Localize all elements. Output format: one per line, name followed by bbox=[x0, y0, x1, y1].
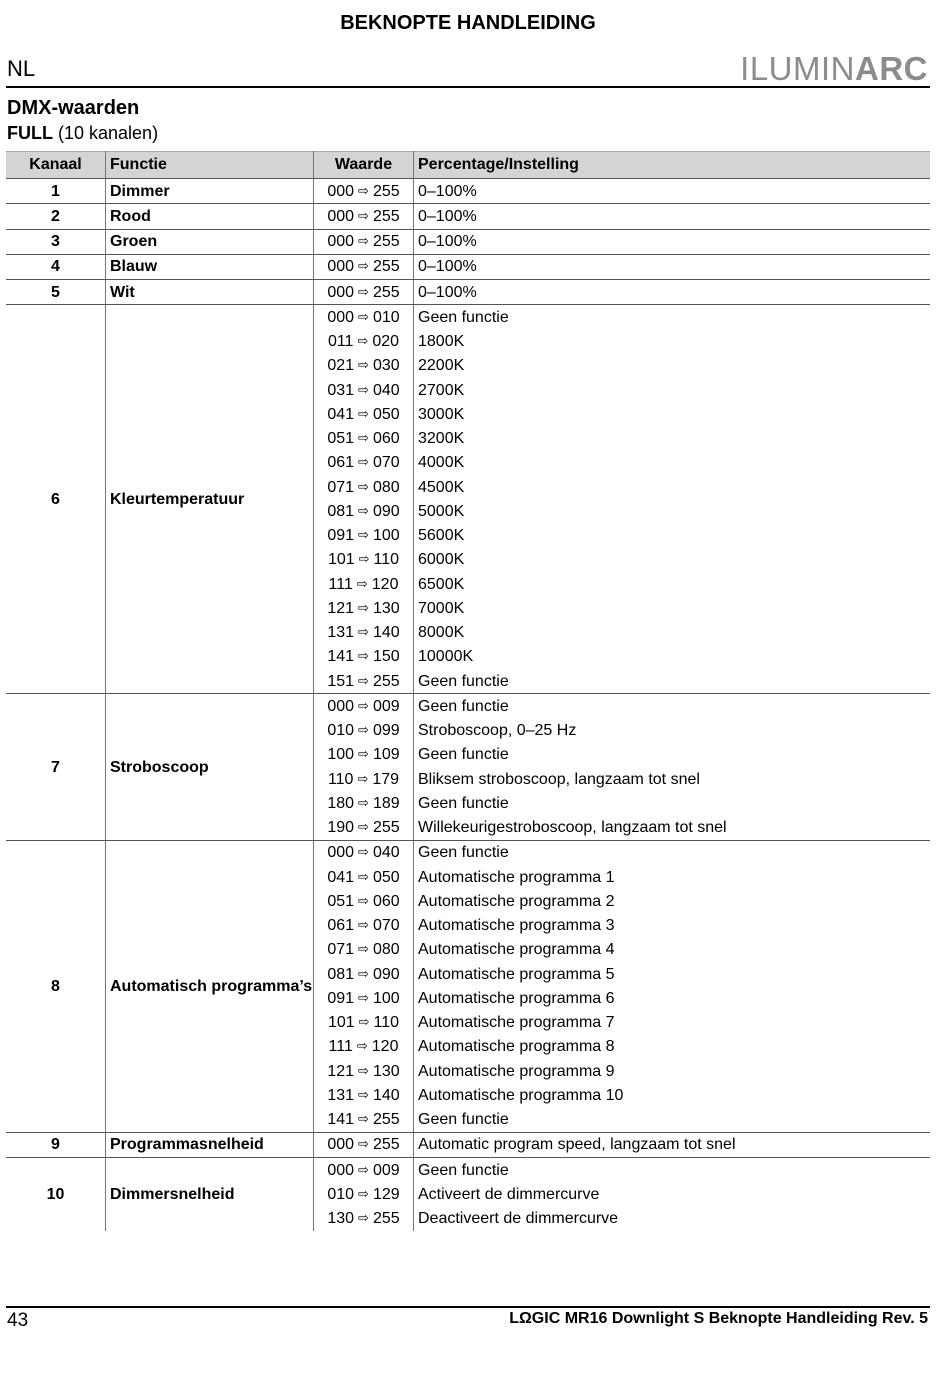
double-arrow-icon: ⇨ bbox=[356, 575, 368, 591]
channel-cell: 9 bbox=[6, 1132, 106, 1157]
double-arrow-icon: ⇨ bbox=[358, 722, 369, 738]
setting-cell: Activeert de dimmercurve bbox=[418, 1185, 600, 1203]
value-range-cell bbox=[314, 402, 414, 426]
double-arrow-icon: ⇨ bbox=[358, 1086, 369, 1102]
value-range-cell bbox=[314, 669, 414, 694]
double-arrow-icon: ⇨ bbox=[358, 1014, 370, 1030]
double-arrow-icon: ⇨ bbox=[358, 624, 369, 640]
value-to: 010 bbox=[372, 308, 400, 326]
value-from: 131 bbox=[327, 624, 355, 642]
setting-cell: 8000K bbox=[418, 624, 465, 642]
setting-cell: 0–100% bbox=[414, 179, 931, 204]
value-to: 009 bbox=[372, 697, 400, 715]
setting-cell: Willekeurigestroboscoop, langzaam tot snel bbox=[414, 816, 931, 841]
value-to: 255 bbox=[372, 1210, 400, 1228]
value-range-cell bbox=[314, 914, 414, 938]
value-from: 011 bbox=[327, 333, 354, 351]
value-range-cell bbox=[314, 354, 414, 378]
value-to: 070 bbox=[372, 454, 400, 472]
value-from: 041 bbox=[327, 868, 355, 886]
value-range-cell bbox=[314, 694, 414, 719]
channel-cell: 10 bbox=[6, 1158, 106, 1231]
value-to: 120 bbox=[371, 575, 399, 593]
double-arrow-icon: ⇨ bbox=[358, 1161, 369, 1177]
value-range-cell bbox=[314, 1207, 414, 1231]
double-arrow-icon: ⇨ bbox=[358, 989, 369, 1005]
value-from: 071 bbox=[327, 941, 355, 959]
setting-cell: Deactiveert de dimmercurve bbox=[418, 1210, 619, 1228]
value-to: 130 bbox=[372, 1062, 400, 1080]
setting-cell: Geen functie bbox=[414, 1108, 931, 1133]
value-range-cell bbox=[314, 621, 414, 645]
value-from: 000 bbox=[327, 283, 355, 301]
value-from: 000 bbox=[327, 844, 355, 862]
channel-cell: 2 bbox=[6, 204, 106, 229]
value-range-cell bbox=[314, 204, 414, 229]
value-from: 051 bbox=[327, 892, 355, 910]
double-arrow-icon: ⇨ bbox=[358, 381, 369, 397]
section-subtitle bbox=[7, 123, 158, 144]
table-row bbox=[6, 1158, 930, 1183]
function-cell: Programmasnelheid bbox=[106, 1132, 314, 1157]
document-title: LΩGIC MR16 Downlight S Beknopte Handleiding Rev. 5 bbox=[509, 1310, 928, 1327]
value-from: 121 bbox=[327, 599, 355, 617]
value-to: 140 bbox=[372, 624, 400, 642]
value-from: 061 bbox=[327, 454, 355, 472]
setting-cell: 1800K bbox=[418, 333, 465, 351]
value-to: 050 bbox=[372, 868, 400, 886]
value-to: 120 bbox=[371, 1038, 399, 1056]
function-cell: Groen bbox=[106, 229, 314, 254]
value-from: 151 bbox=[327, 672, 355, 690]
value-range-cell bbox=[314, 330, 414, 354]
value-to: 179 bbox=[372, 770, 400, 788]
value-from: 021 bbox=[327, 357, 355, 375]
setting-cell: 0–100% bbox=[414, 280, 931, 305]
value-to: 140 bbox=[372, 1086, 400, 1104]
double-arrow-icon: ⇨ bbox=[358, 941, 369, 957]
setting-cell: Automatische programma 3 bbox=[418, 917, 615, 935]
double-arrow-icon: ⇨ bbox=[358, 648, 369, 664]
channel-cell: 7 bbox=[6, 694, 106, 841]
value-from: 190 bbox=[327, 819, 355, 837]
double-arrow-icon: ⇨ bbox=[357, 333, 369, 349]
value-to: 100 bbox=[372, 527, 400, 545]
setting-cell: Geen functie bbox=[418, 794, 509, 812]
value-range-cell bbox=[314, 986, 414, 1010]
channel-cell: 4 bbox=[6, 254, 106, 279]
function-cell: Kleurtemperatuur bbox=[106, 305, 314, 694]
header-value: Waarde bbox=[314, 152, 414, 179]
setting-cell: 10000K bbox=[418, 648, 474, 666]
value-to: 255 bbox=[372, 258, 400, 276]
value-range-cell bbox=[314, 305, 414, 330]
brand-logo bbox=[740, 50, 928, 88]
setting-cell: 0–100% bbox=[414, 254, 931, 279]
value-range-cell bbox=[314, 548, 414, 572]
value-from: 000 bbox=[327, 182, 355, 200]
double-arrow-icon: ⇨ bbox=[358, 1062, 369, 1078]
value-range-cell bbox=[314, 645, 414, 669]
double-arrow-icon: ⇨ bbox=[358, 405, 369, 421]
value-range-cell bbox=[314, 840, 414, 865]
channel-cell: 6 bbox=[6, 305, 106, 694]
double-arrow-icon: ⇨ bbox=[358, 502, 369, 518]
header-setting: Percentage/Instelling bbox=[414, 152, 931, 179]
setting-cell: 3200K bbox=[418, 430, 465, 448]
double-arrow-icon: ⇨ bbox=[358, 1210, 369, 1226]
value-from: 130 bbox=[327, 1210, 355, 1228]
value-range-cell bbox=[314, 962, 414, 986]
value-from: 000 bbox=[327, 233, 355, 251]
double-arrow-icon: ⇨ bbox=[358, 430, 369, 446]
value-from: 141 bbox=[327, 1111, 355, 1129]
double-arrow-icon: ⇨ bbox=[358, 917, 369, 933]
setting-cell: Automatic program speed, langzaam tot snel bbox=[414, 1132, 931, 1157]
setting-cell: Automatische programma 6 bbox=[418, 989, 615, 1007]
setting-cell: Geen functie bbox=[418, 308, 509, 326]
value-range-cell bbox=[314, 719, 414, 743]
value-range-cell bbox=[314, 229, 414, 254]
value-to: 255 bbox=[372, 182, 400, 200]
value-range-cell bbox=[314, 596, 414, 620]
function-cell: Stroboscoop bbox=[106, 694, 314, 841]
setting-cell: Automatische programma 1 bbox=[418, 868, 615, 886]
header-divider bbox=[6, 86, 930, 88]
value-range-cell bbox=[314, 572, 414, 596]
value-to: 080 bbox=[372, 478, 400, 496]
value-from: 081 bbox=[327, 502, 355, 520]
double-arrow-icon: ⇨ bbox=[358, 478, 369, 494]
double-arrow-icon: ⇨ bbox=[358, 868, 369, 884]
value-to: 100 bbox=[372, 989, 400, 1007]
value-to: 109 bbox=[372, 746, 400, 764]
setting-cell: Geen functie bbox=[418, 697, 509, 715]
setting-cell: 5600K bbox=[418, 527, 465, 545]
table-row bbox=[6, 204, 930, 229]
value-to: 255 bbox=[372, 1111, 400, 1129]
value-range-cell bbox=[314, 865, 414, 889]
setting-cell: 5000K bbox=[418, 502, 465, 520]
value-range-cell bbox=[314, 1132, 414, 1157]
value-to: 129 bbox=[372, 1185, 400, 1203]
setting-cell: Geen functie bbox=[418, 1161, 509, 1179]
double-arrow-icon: ⇨ bbox=[358, 527, 369, 543]
value-range-cell bbox=[314, 524, 414, 548]
double-arrow-icon: ⇨ bbox=[358, 672, 369, 688]
value-to: 099 bbox=[372, 722, 400, 740]
value-to: 255 bbox=[372, 283, 400, 301]
double-arrow-icon: ⇨ bbox=[358, 182, 369, 198]
double-arrow-icon: ⇨ bbox=[358, 697, 369, 713]
double-arrow-icon: ⇨ bbox=[358, 283, 369, 299]
value-range-cell bbox=[314, 427, 414, 451]
double-arrow-icon: ⇨ bbox=[358, 233, 369, 249]
setting-cell: Geen functie bbox=[418, 844, 509, 862]
value-to: 030 bbox=[372, 357, 400, 375]
value-to: 255 bbox=[372, 819, 400, 837]
value-from: 000 bbox=[327, 1161, 355, 1179]
double-arrow-icon: ⇨ bbox=[358, 1136, 369, 1152]
setting-cell: 7000K bbox=[418, 599, 465, 617]
mode-detail: (10 kanalen) bbox=[58, 123, 159, 143]
function-cell: Automatisch programma’s bbox=[106, 840, 314, 1132]
value-from: 100 bbox=[327, 746, 355, 764]
value-from: 091 bbox=[327, 527, 355, 545]
value-from: 061 bbox=[327, 917, 355, 935]
function-cell: Wit bbox=[106, 280, 314, 305]
logo-text-bold: ARC bbox=[855, 50, 928, 87]
value-from: 180 bbox=[327, 794, 355, 812]
setting-cell: Automatische programma 8 bbox=[418, 1038, 615, 1056]
setting-cell: Automatische programma 2 bbox=[418, 892, 615, 910]
table-body bbox=[6, 179, 930, 1231]
setting-cell: Automatische programma 9 bbox=[418, 1062, 615, 1080]
value-range-cell bbox=[314, 451, 414, 475]
setting-cell: Automatische programma 10 bbox=[418, 1086, 624, 1104]
table-row bbox=[6, 694, 930, 719]
setting-cell: Geen functie bbox=[418, 746, 509, 764]
double-arrow-icon: ⇨ bbox=[358, 844, 369, 860]
setting-cell: 4500K bbox=[418, 478, 465, 496]
value-to: 080 bbox=[372, 941, 400, 959]
value-range-cell bbox=[314, 179, 414, 204]
value-from: 081 bbox=[327, 965, 355, 983]
double-arrow-icon: ⇨ bbox=[358, 746, 369, 762]
value-to: 110 bbox=[373, 1014, 400, 1032]
value-to: 020 bbox=[372, 333, 400, 351]
value-range-cell bbox=[314, 1182, 414, 1206]
value-range-cell bbox=[314, 938, 414, 962]
function-cell: Rood bbox=[106, 204, 314, 229]
table-row bbox=[6, 179, 930, 204]
value-to: 255 bbox=[372, 1136, 400, 1154]
value-to: 050 bbox=[372, 405, 400, 423]
setting-cell: 6000K bbox=[418, 551, 465, 569]
value-to: 090 bbox=[372, 965, 400, 983]
channel-cell: 8 bbox=[6, 840, 106, 1132]
value-range-cell bbox=[314, 280, 414, 305]
setting-cell: Bliksem stroboscoop, langzaam tot snel bbox=[418, 770, 700, 788]
value-from: 101 bbox=[327, 1014, 355, 1032]
channel-cell: 3 bbox=[6, 229, 106, 254]
header-channel: Kanaal bbox=[6, 152, 106, 179]
value-to: 060 bbox=[372, 892, 400, 910]
value-from: 111 bbox=[328, 1038, 353, 1056]
value-range-cell bbox=[314, 816, 414, 841]
function-cell: Dimmersnelheid bbox=[106, 1158, 314, 1231]
value-to: 130 bbox=[372, 599, 400, 617]
double-arrow-icon: ⇨ bbox=[358, 308, 369, 324]
double-arrow-icon: ⇨ bbox=[358, 207, 369, 223]
value-to: 189 bbox=[372, 794, 400, 812]
value-range-cell bbox=[314, 254, 414, 279]
footer-divider bbox=[6, 1306, 930, 1308]
channel-cell: 5 bbox=[6, 280, 106, 305]
setting-cell: 6500K bbox=[418, 575, 465, 593]
value-range-cell bbox=[314, 889, 414, 913]
setting-cell: Geen functie bbox=[414, 669, 931, 694]
double-arrow-icon: ⇨ bbox=[358, 454, 369, 470]
value-range-cell bbox=[314, 1108, 414, 1133]
value-to: 060 bbox=[372, 430, 400, 448]
mode-name: FULL bbox=[7, 123, 53, 143]
value-to: 040 bbox=[372, 381, 400, 399]
value-from: 000 bbox=[327, 207, 355, 225]
value-to: 255 bbox=[372, 207, 400, 225]
value-to: 040 bbox=[372, 844, 400, 862]
table-row bbox=[6, 280, 930, 305]
value-to: 150 bbox=[372, 648, 400, 666]
value-to: 255 bbox=[372, 233, 400, 251]
channel-cell: 1 bbox=[6, 179, 106, 204]
table-row bbox=[6, 254, 930, 279]
dmx-values-table bbox=[6, 151, 930, 1231]
value-from: 041 bbox=[327, 405, 355, 423]
table-row bbox=[6, 305, 930, 330]
table-row bbox=[6, 840, 930, 865]
setting-cell: 4000K bbox=[418, 454, 465, 472]
setting-cell: Automatische programma 7 bbox=[418, 1014, 615, 1032]
value-to: 110 bbox=[373, 551, 400, 569]
double-arrow-icon: ⇨ bbox=[356, 1038, 368, 1054]
value-range-cell bbox=[314, 1083, 414, 1107]
value-from: 091 bbox=[327, 989, 355, 1007]
value-range-cell bbox=[314, 767, 414, 791]
value-from: 010 bbox=[327, 1185, 355, 1203]
value-from: 000 bbox=[327, 697, 355, 715]
double-arrow-icon: ⇨ bbox=[358, 819, 369, 835]
double-arrow-icon: ⇨ bbox=[358, 965, 369, 981]
value-range-cell bbox=[314, 1011, 414, 1035]
page-number: 43 bbox=[7, 1310, 29, 1331]
value-from: 121 bbox=[327, 1062, 355, 1080]
double-arrow-icon: ⇨ bbox=[358, 357, 369, 373]
value-from: 051 bbox=[327, 430, 355, 448]
function-cell: Blauw bbox=[106, 254, 314, 279]
language-code: NL bbox=[7, 56, 36, 81]
setting-cell: 2200K bbox=[418, 357, 465, 375]
double-arrow-icon: ⇨ bbox=[358, 258, 369, 274]
value-from: 110 bbox=[327, 770, 354, 788]
value-from: 131 bbox=[327, 1086, 355, 1104]
value-range-cell bbox=[314, 475, 414, 499]
setting-cell: Automatische programma 5 bbox=[418, 965, 615, 983]
value-range-cell bbox=[314, 378, 414, 402]
value-from: 071 bbox=[327, 478, 355, 496]
value-from: 141 bbox=[327, 648, 355, 666]
value-from: 000 bbox=[327, 308, 355, 326]
value-range-cell bbox=[314, 1158, 414, 1183]
value-range-cell bbox=[314, 743, 414, 767]
double-arrow-icon: ⇨ bbox=[358, 599, 369, 615]
value-from: 111 bbox=[328, 575, 353, 593]
value-from: 000 bbox=[327, 1136, 355, 1154]
setting-cell: Automatische programma 4 bbox=[418, 941, 615, 959]
table-header-row bbox=[6, 152, 930, 179]
double-arrow-icon: ⇨ bbox=[358, 794, 369, 810]
value-range-cell bbox=[314, 791, 414, 815]
setting-cell: 3000K bbox=[418, 405, 465, 423]
double-arrow-icon: ⇨ bbox=[358, 1111, 369, 1127]
value-from: 000 bbox=[327, 258, 355, 276]
table-row bbox=[6, 1132, 930, 1157]
value-to: 070 bbox=[372, 917, 400, 935]
page-header-title: BEKNOPTE HANDLEIDING bbox=[340, 12, 596, 34]
setting-cell: Stroboscoop, 0–25 Hz bbox=[418, 722, 577, 740]
setting-cell: 2700K bbox=[418, 381, 465, 399]
section-title: DMX-waarden bbox=[7, 97, 140, 119]
function-cell: Dimmer bbox=[106, 179, 314, 204]
value-to: 255 bbox=[372, 672, 400, 690]
double-arrow-icon: ⇨ bbox=[357, 770, 369, 786]
table-row bbox=[6, 229, 930, 254]
value-to: 090 bbox=[372, 502, 400, 520]
double-arrow-icon: ⇨ bbox=[358, 892, 369, 908]
setting-cell: 0–100% bbox=[414, 204, 931, 229]
value-from: 101 bbox=[327, 551, 355, 569]
value-from: 010 bbox=[327, 722, 355, 740]
value-to: 009 bbox=[372, 1161, 400, 1179]
setting-cell: 0–100% bbox=[414, 229, 931, 254]
value-from: 031 bbox=[327, 381, 355, 399]
value-range-cell bbox=[314, 1059, 414, 1083]
header-function: Functie bbox=[106, 152, 314, 179]
double-arrow-icon: ⇨ bbox=[358, 1185, 369, 1201]
logo-text-light: ILUMIN bbox=[740, 50, 855, 87]
value-range-cell bbox=[314, 499, 414, 523]
value-range-cell bbox=[314, 1035, 414, 1059]
double-arrow-icon: ⇨ bbox=[358, 551, 370, 567]
